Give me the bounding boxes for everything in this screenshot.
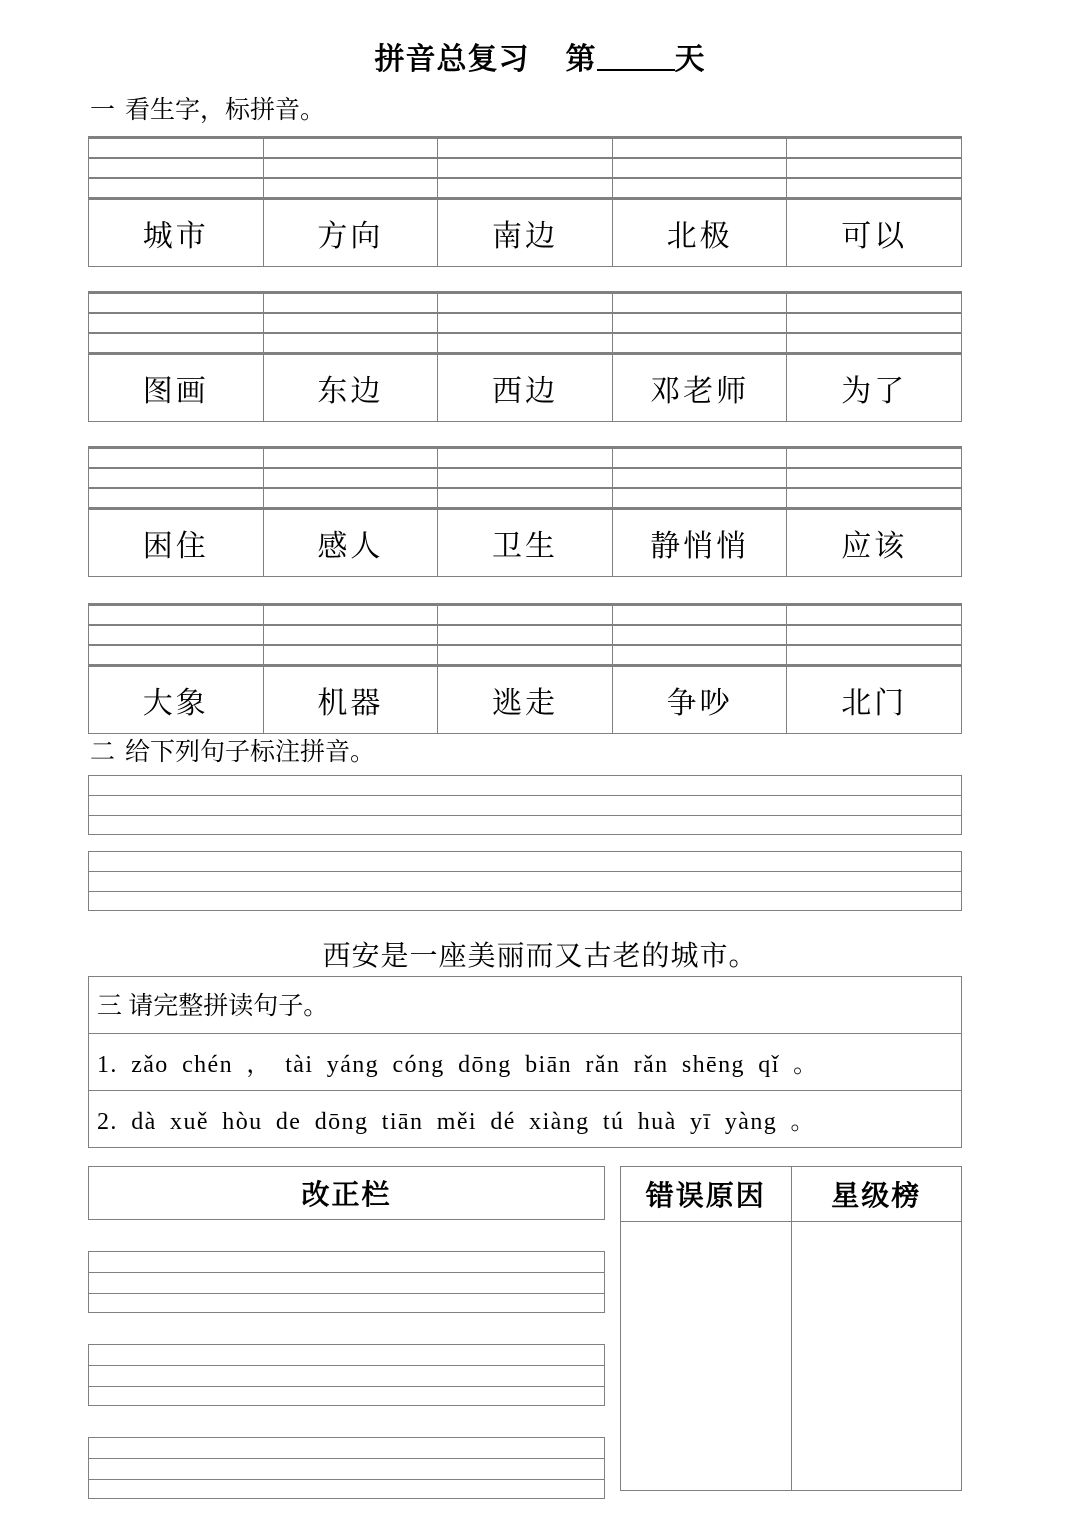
pinyin-write-row: [89, 604, 962, 667]
word-cell: 大象: [89, 667, 264, 734]
pinyin-write-cell[interactable]: [438, 292, 613, 355]
error-reason-cell[interactable]: [621, 1222, 792, 1491]
pinyin-write-cell[interactable]: [438, 604, 613, 667]
pinyin-write-cell[interactable]: [263, 137, 438, 200]
word-cell: 邓老师: [612, 355, 787, 422]
section1-heading-text: 看生字，标拼音。: [125, 97, 326, 124]
answer-lines-block-2[interactable]: [88, 851, 962, 911]
pinyin-write-cell[interactable]: [89, 447, 264, 510]
pinyin-write-cell[interactable]: [438, 447, 613, 510]
word-cell: 应该: [787, 510, 962, 577]
word-cell: 北极: [612, 200, 787, 267]
score-table: [620, 1166, 962, 1491]
word-table-row3: [88, 446, 962, 577]
word-table-row2: [88, 291, 962, 422]
pinyin-guide-lines: [787, 447, 961, 509]
pinyin-write-cell[interactable]: [263, 447, 438, 510]
pinyin-write-cell[interactable]: [787, 447, 962, 510]
error-reason-header: 错误原因: [621, 1167, 792, 1222]
pinyin-write-cell[interactable]: [612, 137, 787, 200]
word-cell: 卫生: [438, 510, 613, 577]
section2-number: 二: [90, 739, 116, 766]
read-table-row: [89, 1034, 962, 1091]
star-rank-header: 星级榜: [791, 1167, 962, 1222]
pinyin-write-row: [89, 447, 962, 510]
word-cell: 静悄悄: [612, 510, 787, 577]
word-table-row1: [88, 136, 962, 267]
word-row: [89, 667, 962, 734]
correction-lines-block-2[interactable]: [88, 1344, 605, 1406]
word-cell: 机器: [263, 667, 438, 734]
pinyin-write-cell[interactable]: [612, 604, 787, 667]
pinyin-write-cell[interactable]: [612, 447, 787, 510]
pinyin-guide-lines: [89, 604, 263, 666]
pinyin-guide-lines: [613, 292, 787, 354]
word-cell: 方向: [263, 200, 438, 267]
pinyin-guide-lines: [787, 137, 961, 199]
pinyin-guide-lines: [438, 604, 612, 666]
pinyin-write-cell[interactable]: [89, 292, 264, 355]
title-main: 拼音总复习: [374, 43, 530, 76]
read-table-row: [89, 1091, 962, 1148]
pinyin-guide-lines: [438, 447, 612, 509]
answer-lines-block-1[interactable]: [88, 775, 962, 835]
word-row: [89, 510, 962, 577]
word-cell: 争吵: [612, 667, 787, 734]
score-table-header-row: [621, 1167, 962, 1222]
pinyin-guide-lines: [89, 447, 263, 509]
word-cell: 逃走: [438, 667, 613, 734]
pinyin-guide-lines: [264, 292, 438, 354]
word-cell: 西边: [438, 355, 613, 422]
pinyin-guide-lines: [613, 447, 787, 509]
word-row: [89, 355, 962, 422]
example-sentence: 西安是一座美丽而又古老的城市。: [322, 941, 758, 972]
correction-lines-block-3[interactable]: [88, 1437, 605, 1499]
word-cell: 为了: [787, 355, 962, 422]
pinyin-write-cell[interactable]: [612, 292, 787, 355]
correction-column-title: 改正栏: [301, 1180, 392, 1211]
pinyin-guide-lines: [613, 604, 787, 666]
section3-heading: 三 请完整拼读句子。: [89, 977, 962, 1034]
word-cell: 北门: [787, 667, 962, 734]
score-table-body-row: [621, 1222, 962, 1491]
word-cell: 南边: [438, 200, 613, 267]
pinyin-guide-lines: [264, 447, 438, 509]
word-cell: 图画: [89, 355, 264, 422]
pinyin-write-cell[interactable]: [263, 292, 438, 355]
correction-lines-block-1[interactable]: [88, 1251, 605, 1313]
pinyin-guide-lines: [787, 604, 961, 666]
word-cell: 可以: [787, 200, 962, 267]
section1-heading: [90, 90, 325, 126]
read-table-heading-row: [89, 977, 962, 1034]
pinyin-write-row: [89, 137, 962, 200]
star-rank-cell[interactable]: [791, 1222, 962, 1491]
pinyin-write-cell[interactable]: [787, 604, 962, 667]
pinyin-guide-lines: [438, 292, 612, 354]
page-title: [0, 34, 1080, 78]
word-cell: 东边: [263, 355, 438, 422]
pinyin-guide-lines: [438, 137, 612, 199]
pinyin-write-cell[interactable]: [787, 292, 962, 355]
pinyin-guide-lines: [787, 292, 961, 354]
pinyin-guide-lines: [264, 604, 438, 666]
read-aloud-table: [88, 976, 962, 1148]
correction-column-header: [88, 1166, 605, 1220]
pinyin-guide-lines: [264, 137, 438, 199]
word-cell: 感人: [263, 510, 438, 577]
pinyin-write-cell[interactable]: [263, 604, 438, 667]
title-day-prefix: 第: [565, 43, 597, 76]
pinyin-write-cell[interactable]: [787, 137, 962, 200]
section2-heading-text: 给下列句子标注拼音。: [125, 739, 376, 766]
pinyin-sentence-2: 2. dà xuě hòu de dōng tiān měi dé xiàng tú huà yī yàng 。: [89, 1091, 962, 1148]
word-table-row4: [88, 603, 962, 734]
word-row: [89, 200, 962, 267]
pinyin-guide-lines: [89, 292, 263, 354]
pinyin-guide-lines: [89, 137, 263, 199]
pinyin-write-cell[interactable]: [89, 137, 264, 200]
pinyin-write-row: [89, 292, 962, 355]
word-cell: 困住: [89, 510, 264, 577]
pinyin-sentence-1: 1. zǎo chén ， tài yáng cóng dōng biān rǎn rǎn shēng qǐ 。: [89, 1034, 962, 1091]
section1-number: 一: [90, 97, 116, 124]
pinyin-write-cell[interactable]: [438, 137, 613, 200]
section2-heading: [90, 732, 375, 768]
word-cell: 城市: [89, 200, 264, 267]
day-blank-field[interactable]: [597, 69, 675, 71]
pinyin-write-cell[interactable]: [89, 604, 264, 667]
title-day-suffix: 天: [674, 43, 706, 76]
pinyin-guide-lines: [613, 137, 787, 199]
